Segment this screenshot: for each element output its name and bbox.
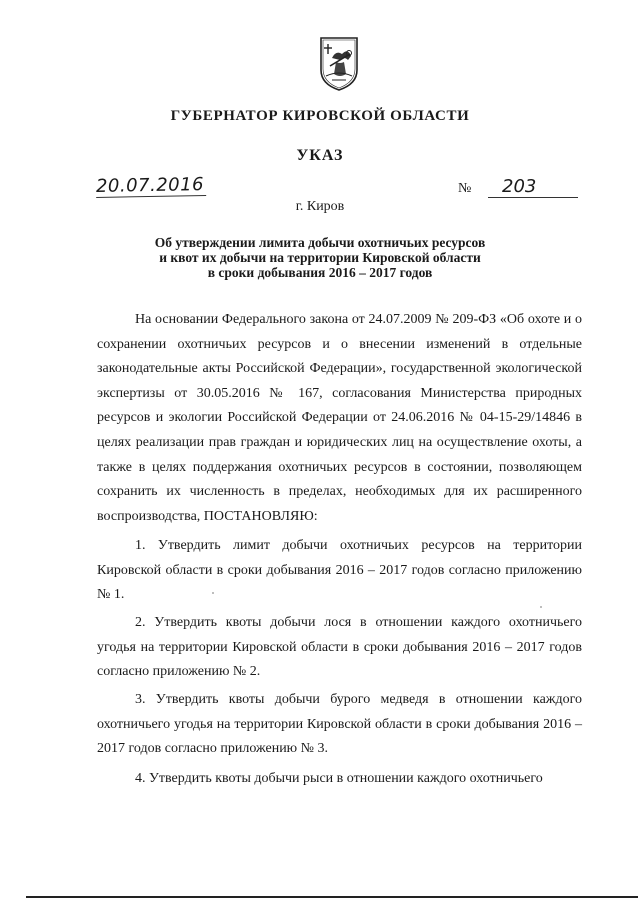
scan-speck [212,592,214,594]
document-title [0,235,640,280]
page-bottom-edge [26,896,638,898]
scan-speck [540,606,542,608]
decree-item-1: 1. Утвердить лимит добычи охотничьих ресурсов на территории Кировской области в сроки добывания 2016 – 2017 годов согласно приложению № 1. [97,538,582,603]
document-type-heading: УКАЗ [296,147,344,164]
title-line: в сроки добывания 2016 – 2017 годов [207,265,433,280]
title-line: и квот их добычи на территории Кировской области [159,250,481,265]
decree-item-2: 2. Утвердить квоты добычи лося в отношении каждого охотничьего угодья на территории Кировской области в сроки добывания 2016 – 2017 годов согласно приложению № 2. [97,615,582,680]
document-number: 203 [488,177,578,198]
decree-item-4: 4. Утвердить квоты добычи рыси в отношении каждого охотничьего [135,771,543,786]
document-date: 20.07.2016 [95,174,205,197]
title-line: Об утверждении лимита добычи охотничьих ресурсов [154,235,486,250]
kirov-oblast-coat-of-arms-icon [318,36,360,92]
document-city: г. Киров [295,199,345,214]
number-sign: № [458,181,472,196]
issuer-heading: ГУБЕРНАТОР КИРОВСКОЙ ОБЛАСТИ [170,108,470,124]
document-number-block [458,177,578,199]
preamble-paragraph: На основании Федерального закона от 24.07.2009 № 209-ФЗ «Об охоте и о сохранении охотничьих ресурсов и о внесении изменений в отдельные законодательные акты Российской Федерации», государственной экологической экспертизы от 30.05.2016 № 167, согласования Министерства природных ресурсов и экологии Российской Федерации от 24.06.2016 № 04-15-29/14846 в целях реализации прав граждан и юридических лиц на осуществление охоты, а также в целях поддержания охотничьих ресурсов в состоянии, позволяющем сохранить их численность в пределах, необходимых для их расширенного воспроизводства, ПОСТАНОВЛЯЮ: [97,312,582,524]
decree-item-3: 3. Утвердить квоты добычи бурого медведя в отношении каждого охотничьего угодья на территории Кировской области в сроки добывания 2016 – 2017 годов согласно приложению № 3. [97,692,582,757]
